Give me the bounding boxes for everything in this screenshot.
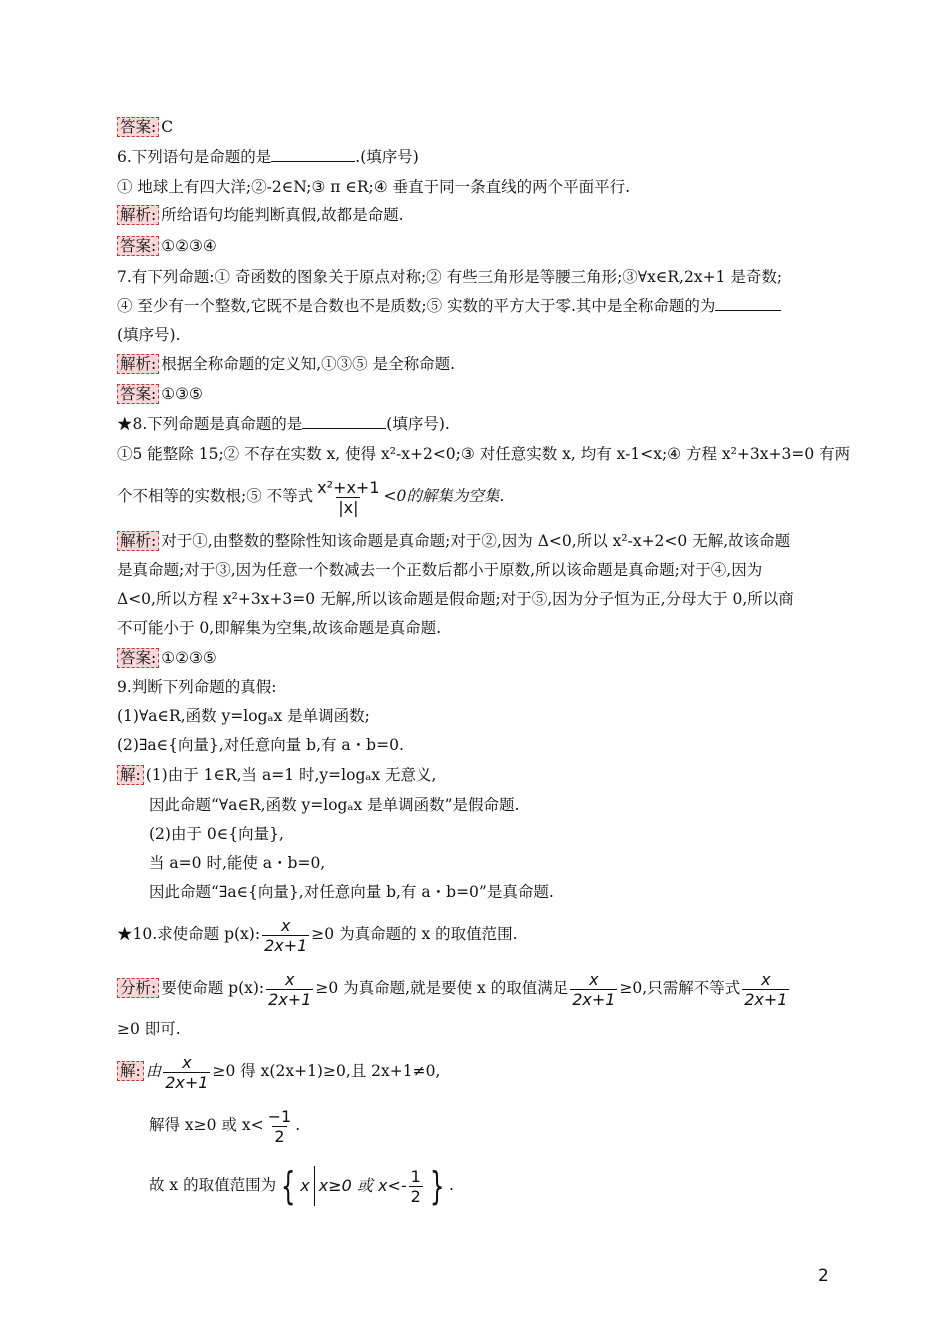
q7-analysis: 根据全称命题的定义知,①③⑤ 是全称命题. xyxy=(161,355,456,373)
q10-fenxi-tail: ≥0 即可. xyxy=(117,1020,181,1038)
q6-stem xyxy=(117,147,419,167)
q6-stem-tail: .(填序号) xyxy=(355,148,419,166)
q8-line1: ①5 能整除 15;② 不存在实数 x, 使得 x²-x+2<0;③ 对任意实数 x, 均有 x-1<x;④ 方程 x²+3x+3=0 有两 xyxy=(117,445,851,463)
q8-analysis-line xyxy=(117,531,790,551)
fraction-denominator: 2 xyxy=(410,1186,421,1206)
q10-fraction xyxy=(262,916,309,955)
q9-solution-2: 因此命题“∀a∈R,函数 y=logₐx 是单调函数”是假命题. xyxy=(149,796,520,814)
q6-analysis-line xyxy=(117,205,404,225)
q10-solution-3 xyxy=(149,1160,454,1211)
q5-answer-line xyxy=(117,117,173,137)
fill-blank xyxy=(271,147,355,162)
q8-stem xyxy=(117,414,450,434)
q10-solution-2-text: 解得 x≥0 或 x< xyxy=(149,1116,264,1134)
analysis-tag: 解析: xyxy=(117,205,159,225)
analysis-tag: 解析: xyxy=(117,531,159,551)
fraction-denominator: 2x+1 xyxy=(165,1072,209,1092)
q9-stem: 9.判断下列命题的真假: xyxy=(117,678,277,696)
fraction-numerator: 1 xyxy=(410,1166,421,1186)
q9-solution-3: (2)由于 0∈{向量}, xyxy=(149,825,284,843)
q10-fenxi-text-3: ≥0,只需解不等式 xyxy=(619,979,741,997)
fraction-numerator: x xyxy=(182,1052,192,1072)
set-fraction xyxy=(409,1167,423,1206)
set-variable: x xyxy=(300,1176,310,1195)
fraction-numerator: −1 xyxy=(267,1106,292,1126)
q6-answer-line xyxy=(117,236,217,256)
q10-fenxi-text-2: ≥0 为真命题,就是要使 x 的取值满足 xyxy=(315,979,569,997)
q6-answer: ①②③④ xyxy=(161,237,217,255)
q10-stem-text: ★10.求使命题 p(x): xyxy=(117,925,261,943)
q9-proposition-2: (2)∃a∈{向量},对任意向量 b,有 a・b=0. xyxy=(117,736,404,754)
q9-solution-5: 因此命题“∃a∈{向量},对任意向量 b,有 a・b=0”是真命题. xyxy=(149,883,554,901)
q10-solution-text-2: ≥0 得 x(2x+1)≥0,且 2x+1≠0, xyxy=(212,1062,441,1080)
q7-answer-line xyxy=(117,384,203,404)
q10-fraction-half xyxy=(266,1107,294,1146)
fraction-denominator: 2x+1 xyxy=(268,989,312,1009)
answer-tag: 答案: xyxy=(117,236,159,256)
fraction-denominator: 2x+1 xyxy=(744,989,788,1009)
q10-fraction xyxy=(742,970,789,1009)
answer-tag: 答案: xyxy=(117,648,159,668)
fraction-numerator: x xyxy=(285,969,295,989)
q10-fenxi-text: 要使命题 p(x): xyxy=(161,979,265,997)
fraction-denominator: 2 xyxy=(274,1126,285,1146)
q10-solution-3-tail: . xyxy=(449,1176,454,1194)
q8-line2-text: 个不相等的实数根;⑤ 不等式 xyxy=(117,487,314,505)
page-number: 2 xyxy=(818,1266,829,1286)
q7-line2 xyxy=(117,296,781,316)
q9-solution-1: (1)由于 1∈R,当 a=1 时,y=logₐx 无意义, xyxy=(145,766,437,784)
fill-blank xyxy=(302,414,386,429)
q7-line3: (填序号). xyxy=(117,326,181,344)
q7-line1: 7.有下列命题:① 奇函数的图象关于原点对称;② 有些三角形是等腰三角形;③∀x∈R,2x+1 是奇数; xyxy=(117,268,783,286)
q8-analysis-3: Δ<0,所以方程 x²+3x+3=0 无解,所以该命题是假命题;对于⑤,因为分子恒为正,分母大于 0,所以商 xyxy=(117,590,794,608)
solution-tag: 解: xyxy=(117,765,144,785)
q10-stem-tail: ≥0 为真命题的 x 的取值范围. xyxy=(311,925,518,943)
q8-analysis-1: 对于①,由整数的整除性知该命题是真命题;对于②,因为 Δ<0,所以 x²-x+2<0 无解,故该命题 xyxy=(161,532,791,550)
q8-answer-line xyxy=(117,648,217,668)
answer-tag: 答案: xyxy=(117,384,159,404)
solution-tag: 解: xyxy=(117,1061,144,1081)
q8-line2 xyxy=(117,474,504,518)
right-brace: } xyxy=(429,1164,445,1208)
q10-solution-2 xyxy=(149,1103,300,1147)
q8-stem-tail: (填序号). xyxy=(386,415,450,433)
q9-solution-4: 当 a=0 时,能使 a・b=0, xyxy=(149,854,326,872)
q9-proposition-1: (1)∀a∈R,函数 y=logₐx 是单调函数; xyxy=(117,707,370,725)
fraction-denominator: 2x+1 xyxy=(264,935,308,955)
q8-analysis-2: 是真命题;对于③,因为任意一个数减去一个正数后都小于原数,所以该命题是真命题;对于④,因为 xyxy=(117,561,763,579)
answer-tag: 答案: xyxy=(117,117,159,137)
set-condition: x≥0 或 x<- xyxy=(318,1176,407,1195)
q9-solution-line xyxy=(117,765,436,785)
fill-blank xyxy=(715,296,781,311)
analysis-tag: 解析: xyxy=(117,354,159,374)
fraction-numerator: x xyxy=(280,915,291,935)
q8-stem-text: ★8.下列命题是真命题的是 xyxy=(117,415,303,433)
fraction-denominator: |x| xyxy=(338,497,359,517)
q10-solution-3-text: 故 x 的取值范围为 xyxy=(149,1176,277,1194)
q10-fenxi-line xyxy=(117,966,791,1010)
q5-answer: C xyxy=(161,118,174,136)
q7-line2-text: ④ 至少有一个整数,它既不是合数也不是质数;⑤ 实数的平方大于零.其中是全称命题的为 xyxy=(117,297,716,315)
q8-analysis-4: 不可能小于 0,即解集为空集,故该命题是真命题. xyxy=(117,619,442,637)
q10-fraction xyxy=(163,1053,210,1092)
fraction-numerator: x²+x+1 xyxy=(317,477,380,497)
q10-fraction xyxy=(570,970,617,1009)
q8-answer: ①②③⑤ xyxy=(161,649,217,667)
fenxi-tag: 分析: xyxy=(117,978,159,998)
q8-fraction xyxy=(315,478,381,517)
q8-line2-tail: <0的解集为空集. xyxy=(383,487,505,505)
q10-solution-line xyxy=(117,1049,440,1093)
fraction-denominator: 2x+1 xyxy=(572,989,616,1009)
fraction-numerator: x xyxy=(761,969,771,989)
fraction-numerator: x xyxy=(589,969,599,989)
q10-solution-2-tail: . xyxy=(295,1116,301,1134)
q6-stem-text: 6.下列语句是命题的是 xyxy=(117,148,272,166)
q10-solution-text: 由 xyxy=(145,1062,162,1080)
q10-stem xyxy=(117,912,518,956)
q10-fraction xyxy=(266,970,313,1009)
q6-items: ① 地球上有四大洋;②-2∈N;③ π ∈R;④ 垂直于同一条直线的两个平面平行. xyxy=(117,178,631,196)
q7-answer: ①③⑤ xyxy=(161,385,203,403)
solution-set xyxy=(276,1161,449,1211)
q7-analysis-line xyxy=(117,354,455,374)
left-brace: { xyxy=(280,1164,296,1208)
set-divider xyxy=(314,1166,315,1206)
q6-analysis: 所给语句均能判断真假,故都是命题. xyxy=(161,206,404,224)
